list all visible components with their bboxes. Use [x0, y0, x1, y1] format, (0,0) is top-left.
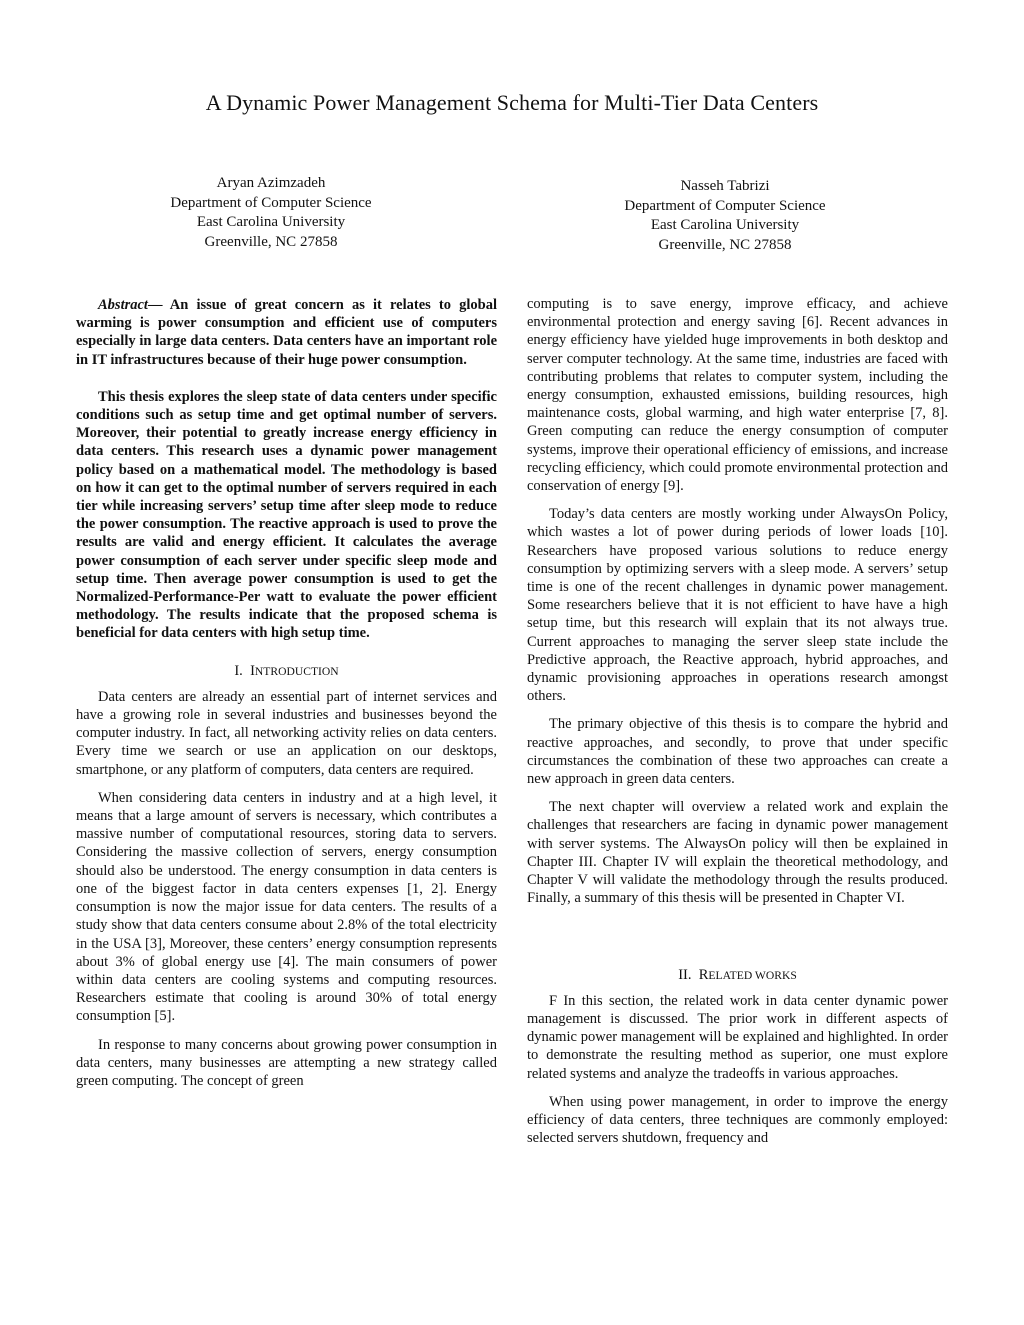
abstract-text: An issue of great concern as it relates to global warming is power consumption and efficient use of computers especially in large data centers. Data centers have an important role in IT infrastructures because of their huge power consumption.	[76, 297, 498, 368]
intro-paragraph-3: In response to many concerns about growing power consumption in data centers, many businesses are attempting a new strategy called green computing. The concept of green	[76, 1036, 497, 1089]
related-paragraph-1: F In this section, the related work in data center dynamic power management is discussed. The prior work in different aspects of dynamic power management will be explained and highlighted. In order to demonstrate the resulting method as superior, one must explore related systems and analyze the tradeoffs in various approaches.	[527, 992, 948, 1082]
intro-paragraph-5: The primary objective of this thesis is to compare the hybrid and reactive approaches, and secondly, to prove that under specific circumstances the combination of these two approaches can create a new approach in green data centers.	[527, 716, 948, 788]
section-heading-introduction	[76, 662, 497, 681]
intro-continuation: computing is to save energy, improve efficacy, and achieve environmental protection and energy saving [6]. Recent advances in energy efficiency have yielded huge improvements in both desktop and server computer technology. At the same time, industries are faced with contributing problems that relates to computer system, including the energy consumption, exhausted emissions, building resources, high maintenance costs, global warming, and high water enterprise [7, 8]. Green computing can reduce the energy consumption of computer systems, improve their operational efficiency of emissions, and increase recycling efficiency, which could promote environmental protection and conservation of energy [9].	[527, 296, 948, 495]
abstract-label: Abstract	[98, 297, 148, 313]
abstract-paragraph-2: This thesis explores the sleep state of data centers under specific conditions such as setup time and get optimal number of servers. Moreover, their potential to greatly increase energy efficiency in data centers. This research uses a dynamic power management policy based on a mathematical model. The methodology is based on how it can get to the optimal number of servers required in each tier while increasing servers’ setup time after sleep mode to reduce the power consumption. The reactive approach is used to prove the results are valid and energy efficient. It calculates the average power consumption of each server under specific sleep mode and setup time. Then average power consumption is used to get the Normalized-Performance-Per watt to evaluate the power efficient methodology. The results indicate that the proposed schema is beneficial for data centers with high setup time.	[76, 388, 497, 642]
author-block-1	[130, 174, 412, 252]
author-block-2	[584, 177, 866, 255]
author-department: Department of Computer Science	[170, 194, 372, 211]
abstract	[76, 296, 497, 643]
section-numeral: II.	[678, 966, 692, 983]
section-title-smallcaps: NTRODUCTION	[254, 664, 339, 678]
author-university: East Carolina University	[650, 217, 800, 234]
author-name: Aryan Azimzadeh	[216, 175, 326, 191]
paper-title: A Dynamic Power Management Schema for Multi-Tier Data Centers	[205, 90, 819, 115]
intro-paragraph-6: The next chapter will overview a related work and explain the challenges that researchers are facing in dynamic power management with server systems. The AlwaysOn policy will then be explained in Chapter III. Chapter IV will explain the theoretical methodology, and Chapter V will validate the methodology through the results produced. Finally, a summary of this thesis will be presented in Chapter VI.	[527, 799, 948, 907]
abstract-paragraph-1	[76, 296, 497, 369]
section-title-smallcaps: ELATED WORKS	[708, 968, 797, 982]
section-initial: R	[698, 966, 709, 983]
related-paragraph-2: When using power management, in order to improve the energy efficiency of data centers, three techniques are commonly employed: selected servers shutdown, frequency and	[527, 1093, 948, 1147]
author-name: Nasseh Tabrizi	[680, 178, 770, 194]
author-university: East Carolina University	[196, 214, 346, 231]
section-heading-related-works	[527, 966, 948, 985]
abstract-dash: —	[147, 297, 170, 313]
section-numeral: I.	[234, 662, 243, 679]
intro-paragraph-2: When considering data centers in industry and at a high level, it means that a large amount of servers is necessary, which contributes a massive number of computational resources, storing data to servers. Considering the massive collection of servers, energy consumption should also be understood. The energy consumption in data centers is one of the biggest factor in data centers expenses [1, 2]. Energy consumption is now the major issue for data centers. The results of a study show that data centers consume about 2.8% of the total electricity in the USA [3], Moreover, these centers’ energy consumption represents about 3% of global energy use [4]. The main consumers of power within data centers are cooling systems and computing resources. Researchers estimate that cooling is around 30% of total energy consumption [5].	[76, 789, 497, 1025]
author-location: Greenville, NC 27858	[204, 233, 338, 250]
right-column	[527, 295, 948, 1157]
author-department: Department of Computer Science	[624, 197, 826, 214]
section-initial: I	[250, 662, 255, 679]
left-column	[76, 296, 497, 1100]
section-gap	[527, 918, 948, 948]
author-location: Greenville, NC 27858	[658, 236, 792, 253]
intro-paragraph-1: Data centers are already an essential part of internet services and have a growing role in several industries and businesses beyond the computer industry. In fact, all networking activity relies on data centers. Every time we search or use an application on our desktops, smartphone, or any platform of computers, data centers are required.	[76, 688, 497, 778]
intro-paragraph-4: Today’s data centers are mostly working under AlwaysOn Policy, which wastes a lot of power during periods of lower loads [10]. Researchers have proposed various solutions to reduce energy consumption by optimizing servers with a sleep mode. A servers’ setup time is one of the recent challenges in dynamic power management. Some researchers believe that it is not efficient to have have a high setup time, but this research will explain that its not always true. Current approaches to managing the server sleep state include the Predictive approach, the Reactive approach, hybrid approaches, and dynamic provisioning approaches in operations research amongst others.	[527, 506, 948, 705]
